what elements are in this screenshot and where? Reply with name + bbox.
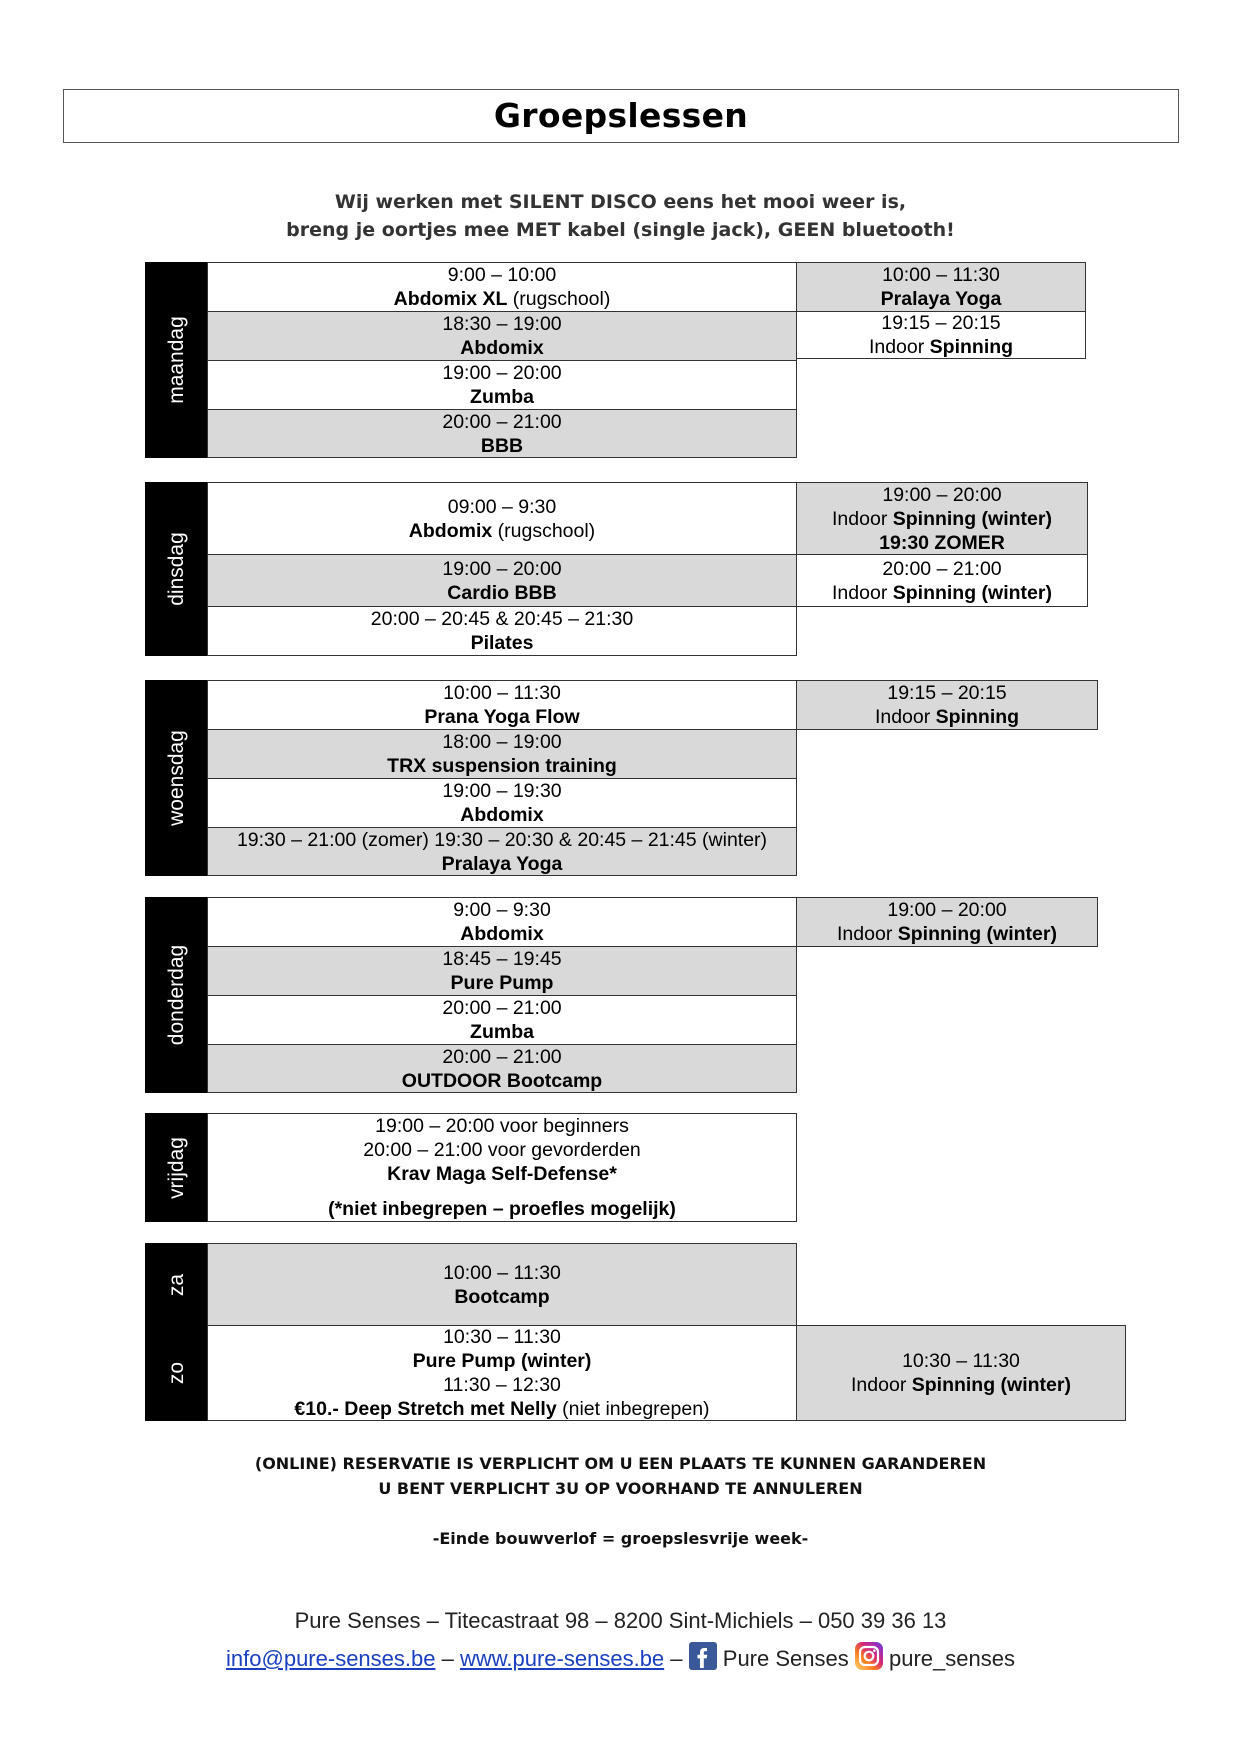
lesson-cell: 20:00 – 21:00 Zumba xyxy=(207,995,797,1045)
lesson-cell: 19:00 – 20:00 Indoor Spinning (winter) 19:30 ZOMER xyxy=(796,482,1088,555)
facebook-icon[interactable] xyxy=(689,1642,717,1676)
email-link[interactable]: info@pure-senses.be xyxy=(226,1646,436,1671)
lesson-cell: 18:30 – 19:00 Abdomix xyxy=(207,311,797,361)
lesson-cell: 9:00 – 9:30 Abdomix xyxy=(207,897,797,947)
reservation-notice: (ONLINE) RESERVATIE IS VERPLICHT OM U EEN PLAATS TE KUNNEN GARANDEREN xyxy=(254,1454,987,1473)
lesson-cell: 19:00 – 20:00 voor beginners 20:00 – 21:00 voor gevorderden Krav Maga Self-Defense* (*niet inbegrepen – proefles mogelijk) xyxy=(207,1113,797,1222)
day-label-woensdag: woensdag xyxy=(145,680,208,876)
lesson-cell: 9:00 – 10:00 Abdomix XL (rugschool) xyxy=(207,262,797,312)
lesson-cell: 10:30 – 11:30 Indoor Spinning (winter) xyxy=(796,1325,1126,1421)
lesson-cell: 20:00 – 21:00 Indoor Spinning (winter) xyxy=(796,554,1088,607)
facebook-label: Pure Senses xyxy=(722,1646,849,1671)
lesson-cell: 19:00 – 20:00 Cardio BBB xyxy=(207,554,797,607)
day-label-vrijdag: vrijdag xyxy=(145,1113,208,1222)
instagram-label: pure_senses xyxy=(888,1646,1015,1671)
lesson-cell: 20:00 – 21:00 OUTDOOR Bootcamp xyxy=(207,1044,797,1093)
intro-line-2: breng je oortjes mee MET kabel (single jack), GEEN bluetooth! xyxy=(286,219,955,241)
intro-line-1: Wij werken met SILENT DISCO eens het mooi weer is, xyxy=(334,191,907,213)
day-label-donderdag: donderdag xyxy=(145,897,208,1093)
day-label-maandag: maandag xyxy=(145,262,208,458)
lesson-cell: 19:00 – 20:00 Indoor Spinning (winter) xyxy=(796,897,1098,947)
instagram-icon[interactable] xyxy=(855,1642,883,1676)
lesson-cell: 19:00 – 19:30 Abdomix xyxy=(207,778,797,828)
website-link[interactable]: www.pure-senses.be xyxy=(459,1646,665,1671)
day-label-dinsdag: dinsdag xyxy=(145,482,208,656)
lesson-cell: 10:00 – 11:30 Pralaya Yoga xyxy=(796,262,1086,312)
lesson-cell: 10:00 – 11:30 Bootcamp xyxy=(207,1243,797,1326)
holiday-notice: -Einde bouwverlof = groepslesvrije week- xyxy=(432,1529,809,1548)
lesson-cell: 10:00 – 11:30 Prana Yoga Flow xyxy=(207,680,797,730)
lesson-cell: 19:15 – 20:15 Indoor Spinning xyxy=(796,680,1098,730)
lesson-cell: 20:00 – 20:45 & 20:45 – 21:30 Pilates xyxy=(207,606,797,656)
footer-links: info@pure-senses.be – www.pure-senses.be – Pure Senses pure_senses xyxy=(0,1642,1241,1676)
lesson-cell: 09:00 – 9:30 Abdomix (rugschool) xyxy=(207,482,797,555)
lesson-cell: 18:00 – 19:00 TRX suspension training xyxy=(207,729,797,779)
lesson-cell: 19:00 – 20:00 Zumba xyxy=(207,360,797,410)
lesson-cell: 19:15 – 20:15 Indoor Spinning xyxy=(796,311,1086,359)
page-title: Groepslessen xyxy=(63,89,1179,143)
footer-address: Pure Senses – Titecastraat 98 – 8200 Sint-Michiels – 050 39 36 13 xyxy=(294,1608,947,1633)
day-label-zo: zo xyxy=(145,1325,208,1421)
cancel-notice: U BENT VERPLICHT 3U OP VOORHAND TE ANNULEREN xyxy=(378,1479,863,1498)
lesson-cell: 18:45 – 19:45 Pure Pump xyxy=(207,946,797,996)
lesson-cell: 20:00 – 21:00 BBB xyxy=(207,409,797,458)
lesson-cell: 10:30 – 11:30 Pure Pump (winter) 11:30 – 12:30 €10.- Deep Stretch met Nelly (niet inbegrepen) xyxy=(207,1325,797,1421)
lesson-cell: 19:30 – 21:00 (zomer) 19:30 – 20:30 & 20:45 – 21:45 (winter) Pralaya Yoga xyxy=(207,827,797,876)
day-label-za: za xyxy=(145,1243,208,1326)
